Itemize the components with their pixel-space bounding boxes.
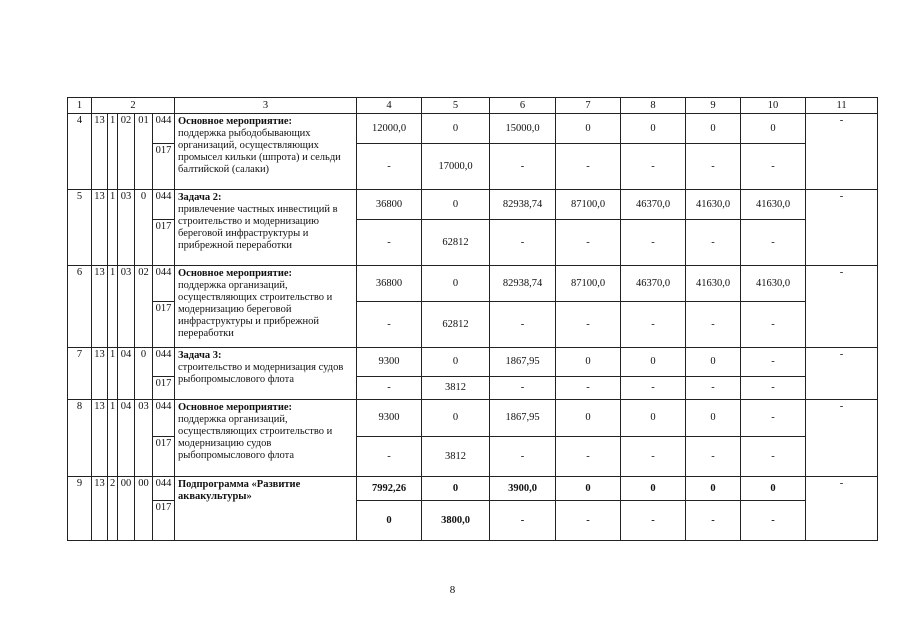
page-number: 8 [449, 584, 456, 596]
table-row [68, 114, 878, 144]
value-cell: 41630,0 [686, 190, 741, 220]
value-cell: 0 [621, 400, 686, 437]
table-row [68, 266, 878, 302]
value-cell: - [357, 377, 422, 400]
value-cell: 3800,0 [422, 501, 490, 541]
header-cell: 10 [741, 98, 806, 114]
value-cell: 0 [741, 114, 806, 144]
value-cell: - [357, 220, 422, 266]
row-number: 6 [68, 266, 92, 348]
item-text: поддержка организаций, осуществляющих строительство и модернизацию судов рыбопромыслового флота [178, 414, 333, 461]
value-cell: 41630,0 [741, 266, 806, 302]
value-cell: - [357, 144, 422, 190]
value-cell: 41630,0 [741, 190, 806, 220]
value-cell: 0 [556, 477, 621, 501]
value-cell: - [686, 377, 741, 400]
value-cell: 82938,74 [490, 266, 556, 302]
value-cell: - [621, 377, 686, 400]
value-cell: - [741, 348, 806, 377]
code-cell: 04 [118, 400, 135, 477]
value-cell: - [686, 144, 741, 190]
value-cell: - [741, 501, 806, 541]
code-cell: 13 [92, 190, 108, 266]
code-cell: 044 [153, 477, 175, 501]
value-cell: - [490, 377, 556, 400]
item-description [175, 114, 357, 190]
header-cell: 8 [621, 98, 686, 114]
code-cell: 02 [135, 266, 153, 348]
value-cell: 46370,0 [621, 190, 686, 220]
value-cell: 0 [556, 114, 621, 144]
code-cell: 1 [108, 266, 118, 348]
code-cell: 017 [153, 302, 175, 348]
value-cell: 0 [422, 190, 490, 220]
value-cell: - [806, 400, 878, 477]
header-cell: 7 [556, 98, 621, 114]
value-cell: 0 [621, 477, 686, 501]
value-cell: 3900,0 [490, 477, 556, 501]
value-cell: - [806, 114, 878, 190]
code-cell: 1 [108, 400, 118, 477]
value-cell: 12000,0 [357, 114, 422, 144]
code-cell: 03 [118, 266, 135, 348]
item-title: Задача 3: [178, 350, 222, 361]
code-cell: 044 [153, 114, 175, 144]
table-row [68, 190, 878, 220]
code-cell: 04 [118, 348, 135, 400]
table-row [68, 348, 878, 377]
header-cell: 2 [92, 98, 175, 114]
code-cell: 13 [92, 266, 108, 348]
item-description [175, 348, 357, 400]
value-cell: - [741, 302, 806, 348]
code-cell: 017 [153, 437, 175, 477]
value-cell: 82938,74 [490, 190, 556, 220]
value-cell: - [621, 437, 686, 477]
row-number: 8 [68, 400, 92, 477]
code-cell: 00 [118, 477, 135, 541]
header-cell: 6 [490, 98, 556, 114]
value-cell: 87100,0 [556, 266, 621, 302]
code-cell: 13 [92, 477, 108, 541]
code-cell: 13 [92, 400, 108, 477]
value-cell: - [686, 501, 741, 541]
value-cell: 9300 [357, 400, 422, 437]
header-cell: 5 [422, 98, 490, 114]
value-cell: - [490, 220, 556, 266]
row-number: 4 [68, 114, 92, 190]
value-cell: 0 [422, 348, 490, 377]
header-cell: 9 [686, 98, 741, 114]
code-cell: 017 [153, 220, 175, 266]
value-cell: - [357, 437, 422, 477]
code-cell: 1 [108, 114, 118, 190]
value-cell: 1867,95 [490, 400, 556, 437]
value-cell: 62812 [422, 302, 490, 348]
code-cell: 044 [153, 190, 175, 220]
value-cell: - [806, 266, 878, 348]
value-cell: 41630,0 [686, 266, 741, 302]
value-cell: - [490, 144, 556, 190]
code-cell: 044 [153, 266, 175, 302]
value-cell: 62812 [422, 220, 490, 266]
value-cell: 0 [357, 501, 422, 541]
value-cell: - [806, 477, 878, 541]
code-cell: 017 [153, 144, 175, 190]
code-cell: 03 [135, 400, 153, 477]
code-cell: 01 [135, 114, 153, 190]
item-description [175, 190, 357, 266]
row-number: 5 [68, 190, 92, 266]
value-cell: 0 [556, 400, 621, 437]
code-cell: 1 [108, 348, 118, 400]
value-cell: - [686, 437, 741, 477]
value-cell: - [556, 437, 621, 477]
value-cell: 15000,0 [490, 114, 556, 144]
code-cell: 13 [92, 348, 108, 400]
value-cell: - [556, 144, 621, 190]
code-cell: 044 [153, 400, 175, 437]
value-cell: - [741, 144, 806, 190]
value-cell: - [741, 377, 806, 400]
value-cell: - [621, 144, 686, 190]
value-cell: 36800 [357, 266, 422, 302]
value-cell: 1867,95 [490, 348, 556, 377]
code-cell: 03 [118, 190, 135, 266]
value-cell: 36800 [357, 190, 422, 220]
code-cell: 017 [153, 501, 175, 541]
value-cell: - [490, 501, 556, 541]
value-cell: 0 [686, 348, 741, 377]
value-cell: - [806, 348, 878, 400]
item-description [175, 477, 357, 541]
value-cell: 0 [556, 348, 621, 377]
value-cell: - [556, 501, 621, 541]
value-cell: 3812 [422, 437, 490, 477]
value-cell: - [741, 220, 806, 266]
value-cell: - [556, 220, 621, 266]
item-text: строительство и модернизация судов рыбопромыслового флота [178, 362, 344, 385]
value-cell: 0 [422, 114, 490, 144]
header-cell: 3 [175, 98, 357, 114]
header-cell: 11 [806, 98, 878, 114]
item-text: поддержка рыбодобывающих организаций, осуществляющих промысел кильки (шпрота) и сельди балтийской (салаки) [178, 128, 341, 175]
value-cell: - [741, 400, 806, 437]
header-cell: 4 [357, 98, 422, 114]
table-row [68, 400, 878, 437]
value-cell: - [490, 437, 556, 477]
code-cell: 0 [135, 348, 153, 400]
code-cell: 1 [108, 190, 118, 266]
value-cell: 17000,0 [422, 144, 490, 190]
item-text: поддержка организаций, осуществляющих строительство и модернизацию береговой инфраструктуры и прибрежной переработки [178, 280, 333, 339]
value-cell: - [621, 302, 686, 348]
item-title: Основное мероприятие: [178, 402, 293, 413]
value-cell: - [621, 501, 686, 541]
budget-table [67, 97, 878, 541]
code-cell: 0 [135, 190, 153, 266]
table-row [68, 477, 878, 501]
value-cell: - [490, 302, 556, 348]
item-description [175, 400, 357, 477]
code-cell: 017 [153, 377, 175, 400]
value-cell: - [686, 302, 741, 348]
item-title: Подпрограмма «Развитие аквакультуры» [178, 479, 301, 502]
item-title: Основное мероприятие: [178, 116, 293, 127]
code-cell: 2 [108, 477, 118, 541]
value-cell: 0 [741, 477, 806, 501]
value-cell: 7992,26 [357, 477, 422, 501]
code-cell: 044 [153, 348, 175, 377]
code-cell: 00 [135, 477, 153, 541]
value-cell: - [357, 302, 422, 348]
item-title: Основное мероприятие: [178, 268, 293, 279]
value-cell: 3812 [422, 377, 490, 400]
value-cell: 0 [422, 400, 490, 437]
value-cell: 0 [686, 114, 741, 144]
value-cell: 9300 [357, 348, 422, 377]
value-cell: 0 [621, 114, 686, 144]
value-cell: - [556, 377, 621, 400]
value-cell: - [686, 220, 741, 266]
row-number: 7 [68, 348, 92, 400]
value-cell: 46370,0 [621, 266, 686, 302]
value-cell: 87100,0 [556, 190, 621, 220]
row-number: 9 [68, 477, 92, 541]
value-cell: 0 [422, 266, 490, 302]
value-cell: 0 [621, 348, 686, 377]
item-description [175, 266, 357, 348]
value-cell: 0 [422, 477, 490, 501]
value-cell: 0 [686, 477, 741, 501]
value-cell: - [806, 190, 878, 266]
code-cell: 02 [118, 114, 135, 190]
value-cell: 0 [686, 400, 741, 437]
item-title: Задача 2: [178, 192, 222, 203]
value-cell: - [621, 220, 686, 266]
code-cell: 13 [92, 114, 108, 190]
header-cell: 1 [68, 98, 92, 114]
item-text: привлечение частных инвестиций в строительство и модернизацию береговой инфраструктуры и прибрежной переработки [178, 204, 338, 251]
value-cell: - [556, 302, 621, 348]
header-row [68, 98, 878, 114]
value-cell: - [741, 437, 806, 477]
